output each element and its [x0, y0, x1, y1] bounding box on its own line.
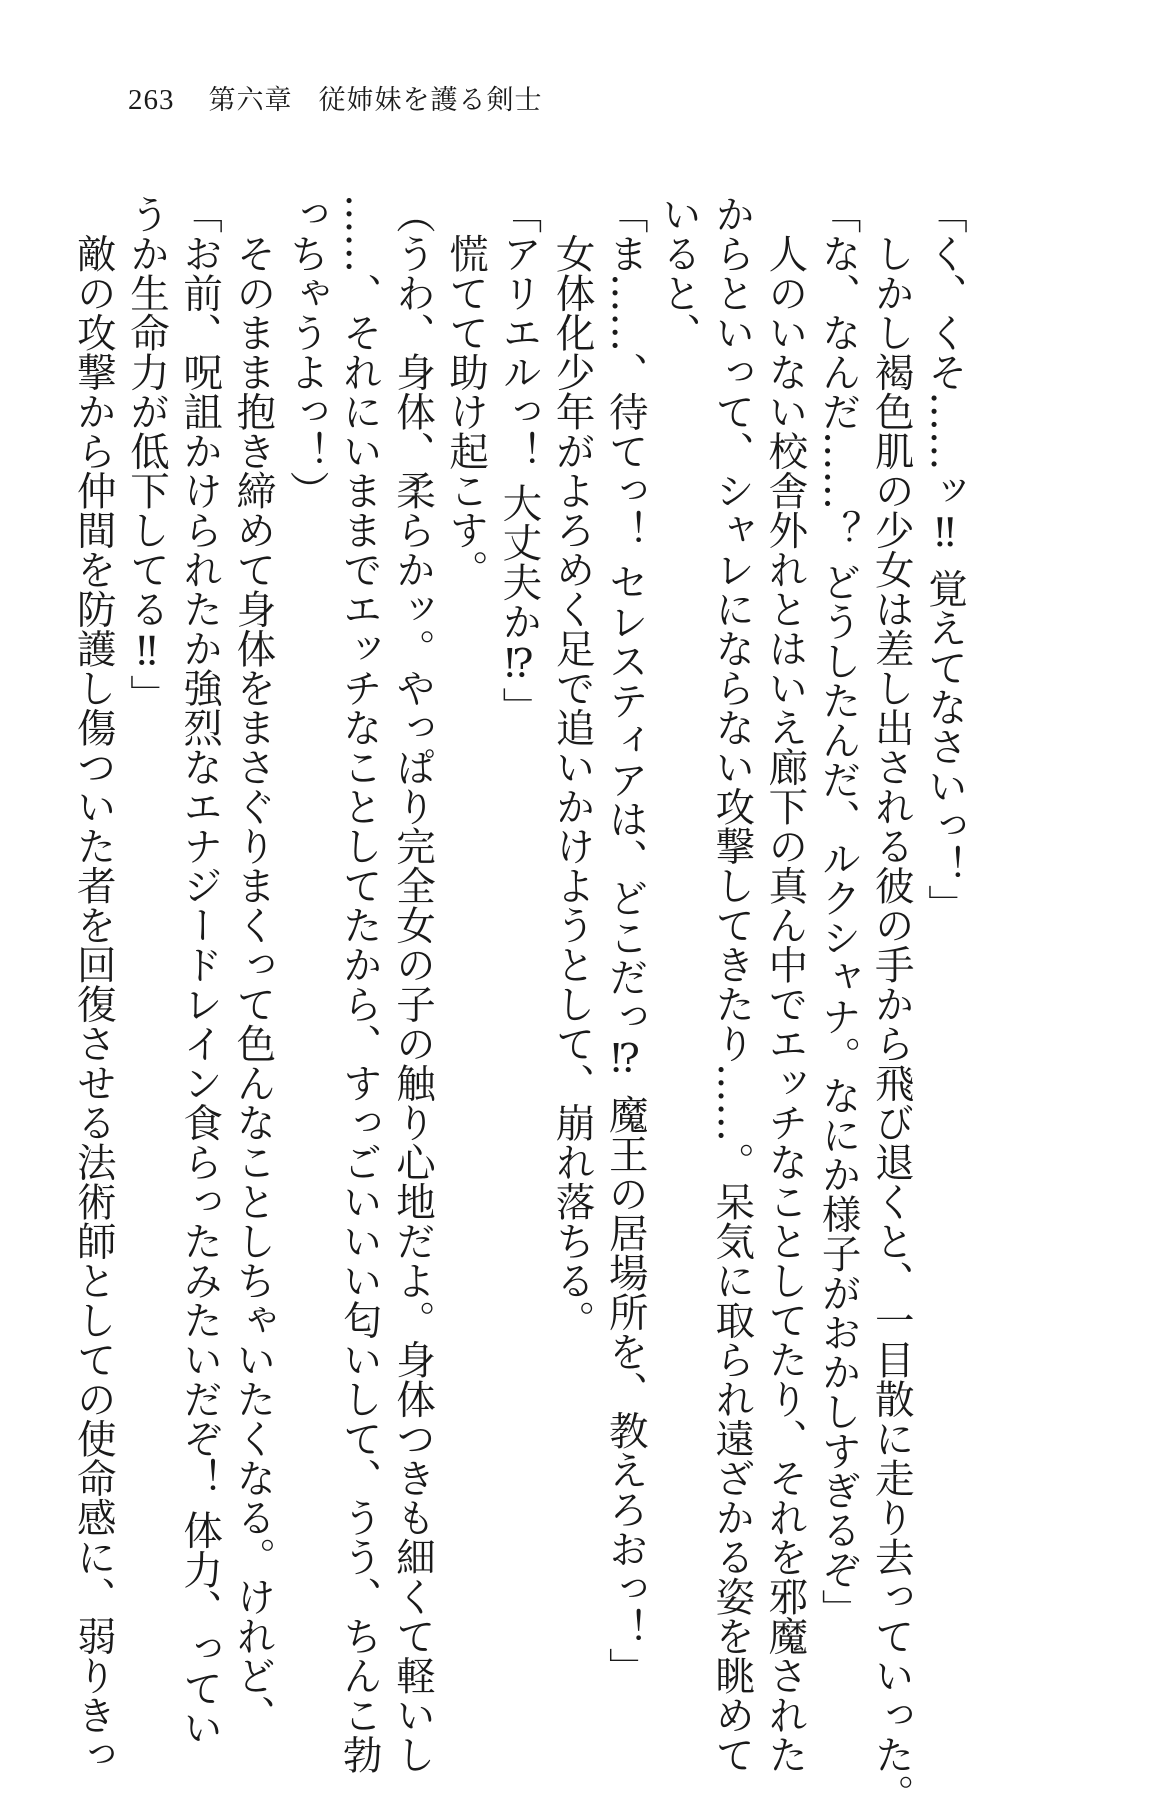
text-line: そのまま抱き締めて身体をまさぐりまくって色んなことしちゃいたくなる。けれど、: [230, 194, 277, 1735]
text-line: 敵の攻撃から仲間を防護し傷ついた者を回復させる法術師としての使命感に、弱りきっ: [70, 194, 117, 1774]
text-line: 「く、くそ……ッ‼ 覚えてなさいっ！」: [922, 194, 968, 925]
text-line: 「な、なんだ……？ どうしたんだ、ルクシャナ。なにか様子がおかしすぎるぞ」: [815, 194, 862, 1629]
text-line: いると、: [655, 194, 702, 352]
vertical-body-text: [67, 194, 971, 1814]
text-line: 「アリエルっ！ 大丈夫か⁉」: [496, 194, 543, 727]
text-line: ……、それにいままでエッチなことしてたから、すっごいいい匂いして、うう、ちんこ勃: [336, 194, 383, 1774]
chapter-title: 従姉妹を護る剣士: [318, 85, 543, 116]
text-line: 「ま……、待てっ！ セレスティアは、どこだっ⁉ 魔王の居場所を、教えろおっ！」: [602, 194, 649, 1688]
text-line: 「お前、呪詛かけられたか強烈なエナジードレイン食らったみたいだぞ！ 体力、ってい: [177, 194, 224, 1748]
text-line: 女体化少年がよろめく足で追いかけようとして、崩れ落ちる。: [549, 194, 596, 1340]
text-line: 人のいない校舎外れとはいえ廊下の真ん中でエッチなことしてたり、それを邪魔された: [762, 194, 809, 1774]
text-line: （うわ、身体、柔らかッ。やっぱり完全女の子の触り心地だよ。身体つきも細くて軽いし: [389, 194, 436, 1774]
text-line: 慌てて助け起こす。: [443, 194, 490, 589]
running-head: [128, 78, 543, 117]
text-line: っちゃうよっ！）: [283, 194, 330, 510]
chapter-label: 第六章: [208, 85, 293, 116]
text-line: しかし褐色肌の少女は差し出される彼の手から飛び退くと、一目散に走り去っていった。: [868, 194, 915, 1814]
text-line: からといって、シャレにならない攻撃してきたり……。呆気に取られ遠ざかる姿を眺めて: [709, 194, 756, 1774]
page-number: 263: [128, 84, 175, 116]
text-line: うか生命力が低下してる‼」: [123, 194, 170, 714]
